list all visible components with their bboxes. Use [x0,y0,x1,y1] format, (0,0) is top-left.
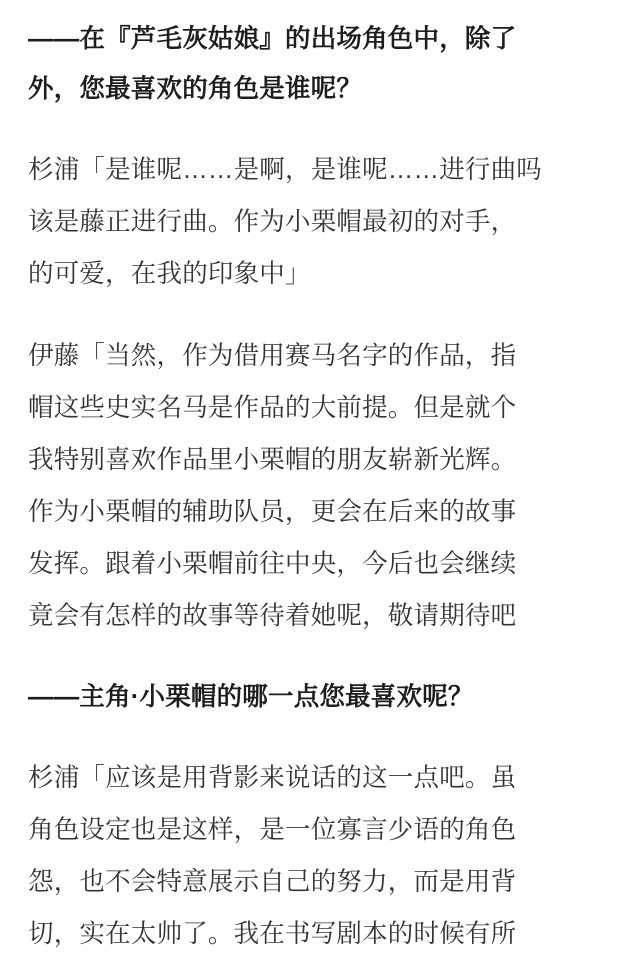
paragraph-line: 发挥。跟着小栗帽前往中央，今后也会继续 [28,550,517,578]
paragraph-block-2 [28,330,640,642]
paragraph-line: 该是藤正进行曲。作为小栗帽最初的对手， [28,208,517,236]
paragraph-line: 帽这些史实名马是作品的大前提。但是就个 [28,394,517,422]
paragraph-line: 我特别喜欢作品里小栗帽的朋友崭新光辉。 [28,446,517,474]
question-block-1 [28,14,640,114]
question-line: ——在『芦毛灰姑娘』的出场角色中，除了 [28,25,517,53]
paragraph-line: 切，实在太帅了。我在书写剧本的时候有所 [28,920,517,948]
paragraph-line: 角色设定也是这样，是一位寡言少语的角色 [28,816,517,844]
paragraph-line: 怨，也不会特意展示自己的努力，而是用背 [28,868,517,896]
question-line: ——主角·小栗帽的哪一点您最喜欢呢？ [28,683,474,711]
question-line: 外，您最喜欢的角色是谁呢？ [28,75,363,103]
paragraph-block-1 [28,144,640,300]
paragraph-line: 杉浦「应该是用背影来说话的这一点吧。虽 [28,764,517,792]
paragraph-block-3 [28,752,640,960]
paragraph-line: 的可爱，在我的印象中」 [28,260,311,288]
paragraph-line: 杉浦「是谁呢……是啊，是谁呢……进行曲吗 [28,156,543,184]
paragraph-line: 伊藤「当然，作为借用赛马名字的作品，指 [28,342,517,370]
paragraph-line: 竟会有怎样的故事等待着她呢，敬请期待吧 [28,602,517,630]
question-block-2 [28,672,640,722]
paragraph-line: 作为小栗帽的辅助队员，更会在后来的故事 [28,498,517,526]
